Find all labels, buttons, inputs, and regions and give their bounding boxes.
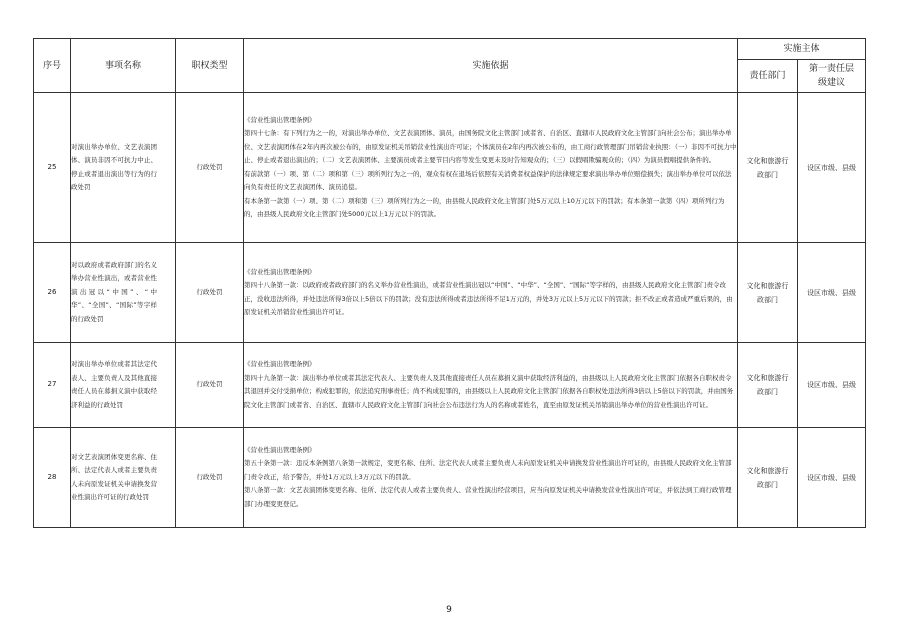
table-row: [34, 428, 866, 528]
row-legal-basis: [244, 343, 738, 428]
row-responsible-dept: [738, 243, 798, 343]
row-item-name: [71, 428, 176, 528]
table-row: [34, 93, 866, 243]
basis-paragraph: 第八条第一款：文艺表演团体变更名称、住所、法定代表人或者主要负责人、营业性演出经营项目，应当向原发证机关申请换发营业性演出许可证，并依法到工商行政管理部门办理变更登记。: [244, 486, 732, 508]
level-text: 设区市级、县级: [807, 473, 856, 482]
row-item-name: [71, 243, 176, 343]
row-responsible-dept: [738, 343, 798, 428]
row-power-type: 行政处罚: [176, 343, 244, 428]
basis-paragraph: 第四十七条：有下列行为之一的，对演出举办单位、文艺表演团体、演员，由国务院文化主管部门或者省、自治区、直辖市人民政府文化主管部门向社会公布；演出举办单位、文艺表演团体在2年内再次被公布的，由原发证机关吊销营业性演出许可证；个体演员在2年内再次被公布的，由工商行政管理部门吊销营业执照：（一）非因不可抗力中止、停止或者退出演出的；（二）文艺表演团体、主要演员或者主要节目内容等发生变更未及时告知观众的；（三）以假唱欺骗观众的；（四）为演员假唱提供条件的。: [244, 129, 737, 164]
basis-regulation-title: 《营业性演出管理条例》: [244, 267, 316, 276]
row-responsible-dept: [738, 428, 798, 528]
header-name: 事项名称: [71, 39, 176, 93]
basis-paragraph: 有本条第一款第（一）项、第（二）项和第（三）项所列行为之一的，由县级人民政府文化主管部门处5万元以上10万元以下的罚款；有本条第一款第（四）项所列行为的，由县级人民政府文化主管部门处5000元以上1万元以下的罚款。: [244, 196, 725, 218]
row-power-type: 行政处罚: [176, 428, 244, 528]
level-text: 设区市级、县级: [807, 381, 856, 389]
header-no: 序号: [34, 39, 71, 93]
row-responsibility-level: [798, 343, 866, 428]
header-basis: 实施依据: [244, 39, 738, 93]
basis-paragraph: 有前款第（一）项、第（二）项和第（三）项所列行为之一的，观众有权在退场后依照有关消费者权益保护的法律规定要求演出举办单位赔偿损失；演出举办单位可以依法向负有责任的文艺表演团体、演员追偿。: [244, 169, 732, 191]
basis-paragraph: 第四十八条第一款：以政府或者政府部门的名义举办营业性演出，或者营业性演出冠以“中国”、“中华”、“全国”、“国际”等字样的，由县级人民政府文化主管部门责令改正，没收违法所得，并处违法所得3倍以上5倍以下的罚款；没有违法所得或者违法所得不足1万元的，并处3万元以上5万元以下的罚款；拒不改正或者造成严重后果的，由原发证机关吊销营业性演出许可证。: [244, 281, 733, 316]
row-no: 27: [34, 343, 71, 428]
basis-regulation-title: 《营业性演出管理条例》: [244, 115, 316, 124]
row-responsibility-level: [798, 243, 866, 343]
table-row: [34, 343, 866, 428]
row-item-name: [71, 343, 176, 428]
row-responsible-dept: [738, 93, 798, 243]
basis-paragraph: 第五十条第一款：违反本条例第八条第一款规定，变更名称、住所、法定代表人或者主要负责人未向原发证机关申请换发营业性演出许可证的，由县级人民政府文化主管部门责令改正，给予警告，并处1万元以上3万元以下的罚款。: [244, 459, 732, 481]
dept-text: 文化和旅游行政部门: [746, 466, 789, 489]
row-power-type: 行政处罚: [176, 243, 244, 343]
item-name-text: 对文艺表演团体变更名称、住所、法定代表人或者主要负责人未向原发证机关申请换发营业性演出许可证的行政处罚: [71, 452, 157, 501]
page-number: 9: [446, 605, 452, 615]
row-no: 26: [34, 243, 71, 343]
item-name-text: 对演出举办单位、文艺表演团体、演员非因不可抗力中止、停止或者退出演出等行为的行政处罚: [71, 142, 157, 191]
dept-text: 文化和旅游行政部门: [746, 281, 789, 304]
dept-text: 文化和旅游行政部门: [746, 374, 789, 396]
row-legal-basis: [244, 428, 738, 528]
powers-table: [33, 38, 866, 528]
basis-regulation-title: 《营业性演出管理条例》: [244, 360, 316, 368]
table-body: [34, 93, 866, 528]
header-level: 第一责任层级建议: [798, 60, 866, 93]
table-row: [34, 243, 866, 343]
dept-text: 文化和旅游行政部门: [746, 156, 789, 179]
row-responsibility-level: [798, 428, 866, 528]
basis-regulation-title: 《营业性演出管理条例》: [244, 445, 316, 454]
basis-paragraph: 第四十九条第一款：演出举办单位或者其法定代表人、主要负责人及其他直接责任人员在募捐义演中获取经济利益的，由县级以上人民政府文化主管部门依据各自职权责令其退回并交付受捐单位；构成犯罪的，依法追究刑事责任；尚不构成犯罪的，由县级以上人民政府文化主管部门依据各自职权处违法所得3倍以上5倍以下的罚款，并由国务院文化主管部门或者省、自治区、直辖市人民政府文化主管部门向社会公布违法行为人的名称或者姓名，直至由原发证机关吊销演出举办单位的营业性演出许可证。: [244, 373, 734, 409]
row-no: 25: [34, 93, 71, 243]
row-no: 28: [34, 428, 71, 528]
header-type: 职权类型: [176, 39, 244, 93]
level-text: 设区市级、县级: [807, 163, 856, 172]
item-name-text: 对以政府或者政府部门的名义举办营业性演出，或者营业性演出冠以“中国”、“中华”、“全国”、“国际”等字样的行政处罚: [71, 260, 157, 323]
header-dept: 责任部门: [738, 60, 798, 93]
header-subject: 实施主体: [738, 39, 866, 60]
row-responsibility-level: [798, 93, 866, 243]
row-item-name: [71, 93, 176, 243]
row-legal-basis: [244, 93, 738, 243]
row-power-type: 行政处罚: [176, 93, 244, 243]
row-legal-basis: [244, 243, 738, 343]
level-text: 设区市级、县级: [807, 288, 856, 297]
item-name-text: 对演出举办单位或者其法定代表人、主要负责人及其他直接责任人员在募捐义演中获取经济利益的行政处罚: [71, 360, 157, 409]
